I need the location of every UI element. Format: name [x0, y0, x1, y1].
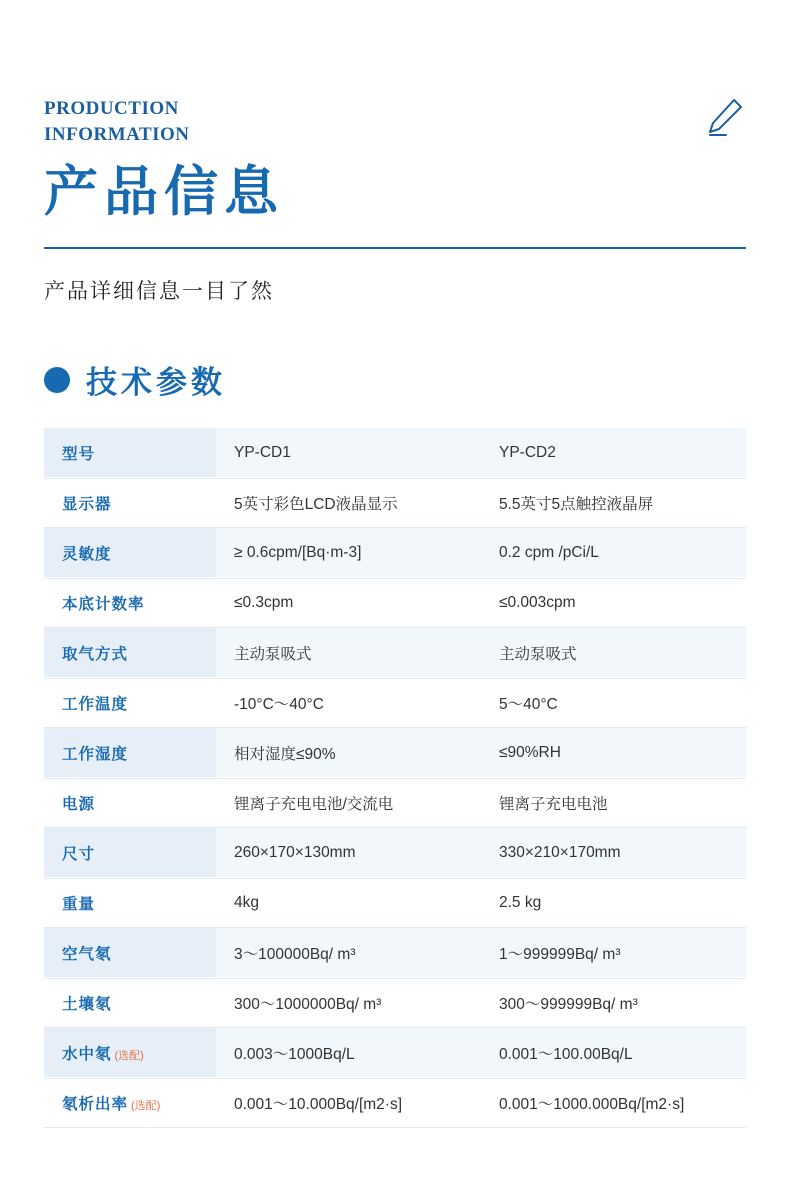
- table-row: [44, 828, 746, 878]
- spec-value-model2-cell: YP-CD2: [481, 428, 746, 478]
- eyebrow-line-2: INFORMATION: [44, 123, 190, 145]
- spec-label-cell: 空气氡: [44, 928, 216, 978]
- bullet-dot-icon: [44, 367, 70, 393]
- spec-label-cell: 本底计数率: [44, 578, 216, 628]
- eyebrow-line-1: PRODUCTION: [44, 98, 179, 119]
- spec-label-cell: 显示器: [44, 478, 216, 528]
- table-row: [44, 628, 746, 678]
- table-row: [44, 1078, 746, 1128]
- spec-value-model2-cell: 5～40°C: [481, 678, 746, 728]
- spec-value-model1-cell: 锂离子充电电池/交流电: [216, 778, 481, 828]
- section-heading: [44, 357, 746, 402]
- tech-spec-table: [44, 428, 746, 1128]
- spec-value-model2-cell: 0.001～1000.000Bq/[m2·s]: [481, 1078, 746, 1128]
- spec-value-model1-cell: 相对湿度≤90%: [216, 728, 481, 778]
- spec-label-cell: 土壤氡: [44, 978, 216, 1028]
- table-row: [44, 928, 746, 978]
- spec-label-cell: 取气方式: [44, 628, 216, 678]
- spec-value-model2-cell: 2.5 kg: [481, 878, 746, 928]
- table-row: [44, 778, 746, 828]
- spec-label-cell: 电源: [44, 778, 216, 828]
- pen-icon: [704, 96, 746, 138]
- spec-value-model2-cell: ≤90%RH: [481, 728, 746, 778]
- spec-value-model2-cell: 主动泵吸式: [481, 628, 746, 678]
- spec-value-model2-cell: 0.001～100.00Bq/L: [481, 1028, 746, 1078]
- spec-value-model1-cell: 0.003～1000Bq/L: [216, 1028, 481, 1078]
- spec-value-model2-cell: 330×210×170mm: [481, 828, 746, 878]
- spec-value-model1-cell: YP-CD1: [216, 428, 481, 478]
- spec-value-model1-cell: 0.001～10.000Bq/[m2·s]: [216, 1078, 481, 1128]
- title-divider: [44, 247, 746, 249]
- spec-value-model1-cell: 主动泵吸式: [216, 628, 481, 678]
- spec-label-cell: 型号: [44, 428, 216, 478]
- spec-label-cell: 重量: [44, 878, 216, 928]
- spec-value-model1-cell: ≥ 0.6cpm/[Bq·m-3]: [216, 528, 481, 578]
- table-row: [44, 678, 746, 728]
- spec-label-cell: 工作温度: [44, 678, 216, 728]
- spec-value-model1-cell: 260×170×130mm: [216, 828, 481, 878]
- spec-value-model1-cell: 5英寸彩色LCD液晶显示: [216, 478, 481, 528]
- eyebrow-text: [44, 96, 364, 147]
- table-row: [44, 878, 746, 928]
- spec-value-model1-cell: 300～1000000Bq/ m³: [216, 978, 481, 1028]
- table-row: [44, 978, 746, 1028]
- spec-label-cell: 工作湿度: [44, 728, 216, 778]
- spec-value-model1-cell: ≤0.3cpm: [216, 578, 481, 628]
- page-title: 产品信息: [44, 160, 284, 224]
- spec-label-cell: 尺寸: [44, 828, 216, 878]
- spec-label-cell: 灵敏度: [44, 528, 216, 578]
- optional-badge: (选配): [131, 1100, 161, 1113]
- tech-spec-body: [44, 428, 746, 1128]
- spec-value-model2-cell: 1～999999Bq/ m³: [481, 928, 746, 978]
- spec-value-model2-cell: 0.2 cpm /pCi/L: [481, 528, 746, 578]
- optional-badge: (选配): [114, 1049, 144, 1062]
- section-title: 技术参数: [86, 365, 226, 402]
- table-row: [44, 728, 746, 778]
- spec-value-model1-cell: 4kg: [216, 878, 481, 928]
- table-row: [44, 428, 746, 478]
- page-subtitle: 产品详细信息一目了然: [44, 279, 274, 304]
- table-row: [44, 578, 746, 628]
- table-row: [44, 478, 746, 528]
- spec-label-cell: 水中氡 (选配): [44, 1028, 216, 1078]
- spec-value-model2-cell: 300～999999Bq/ m³: [481, 978, 746, 1028]
- table-row: [44, 528, 746, 578]
- spec-value-model2-cell: 锂离子充电电池: [481, 778, 746, 828]
- spec-value-model1-cell: 3～100000Bq/ m³: [216, 928, 481, 978]
- spec-value-model2-cell: ≤0.003cpm: [481, 578, 746, 628]
- table-row: [44, 1028, 746, 1078]
- spec-value-model1-cell: -10°C～40°C: [216, 678, 481, 728]
- page-header: [44, 0, 746, 305]
- spec-value-model2-cell: 5.5英寸5点触控液晶屏: [481, 478, 746, 528]
- spec-label-cell: 氡析出率 (选配): [44, 1078, 216, 1128]
